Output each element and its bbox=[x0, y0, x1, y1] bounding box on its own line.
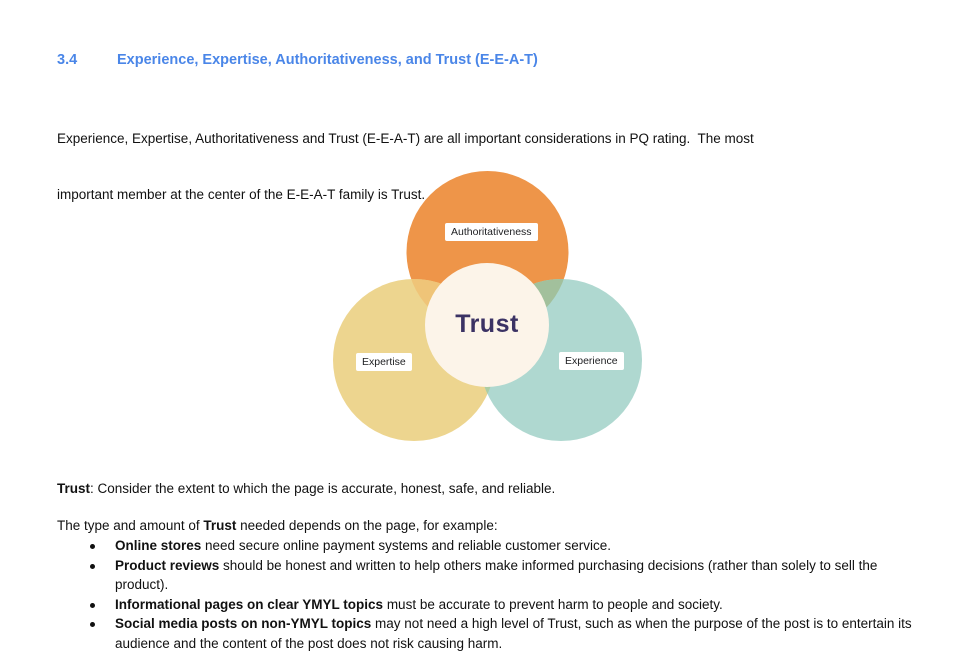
list-item-text: Informational pages on clear YMYL topics must be accurate to prevent harm to people and society. bbox=[115, 596, 723, 612]
bullet-icon bbox=[90, 544, 95, 549]
list-item-text: Product reviews should be honest and written to help others make informed purchasing decisions (rather than solely to sell the product). bbox=[115, 557, 882, 592]
authoritativeness-label: Authoritativeness bbox=[445, 223, 538, 241]
section-heading bbox=[57, 52, 917, 68]
section-title: Experience, Expertise, Authoritativeness, and Trust (E-E-A-T) bbox=[117, 52, 538, 68]
list-item bbox=[57, 595, 917, 615]
bullet-icon bbox=[90, 603, 95, 608]
bullet-icon bbox=[90, 564, 95, 569]
intro-line: Experience, Expertise, Authoritativeness and Trust (E-E-A-T) are all important considerations in PQ rating. The most bbox=[57, 131, 754, 146]
intro-line: important member at the center of the E-E-A-T family is Trust. bbox=[57, 186, 426, 202]
venn-circles-graphic bbox=[330, 165, 650, 450]
trust-center-label: Trust bbox=[455, 310, 519, 338]
bullet-icon bbox=[90, 622, 95, 627]
eeat-venn-diagram bbox=[330, 165, 650, 450]
list-item bbox=[57, 556, 917, 595]
expertise-label: Expertise bbox=[356, 353, 412, 371]
trust-definition: Trust: Consider the extent to which the page is accurate, honest, safe, and reliable. bbox=[57, 481, 556, 496]
trust-examples-list bbox=[57, 536, 917, 653]
list-item-text: Online stores need secure online payment systems and reliable customer service. bbox=[115, 538, 611, 553]
list-item bbox=[57, 536, 917, 556]
section-number: 3.4 bbox=[57, 52, 78, 68]
trust-types-intro: The type and amount of Trust needed depends on the page, for example: bbox=[57, 518, 498, 533]
list-item bbox=[57, 614, 917, 653]
list-item-text: Social media posts on non-YMYL topics may not need a high level of Trust, such as when the purpose of the post is to entertain its audience and the content of the post does not risk causing harm. bbox=[115, 616, 916, 651]
experience-label: Experience bbox=[559, 352, 624, 370]
